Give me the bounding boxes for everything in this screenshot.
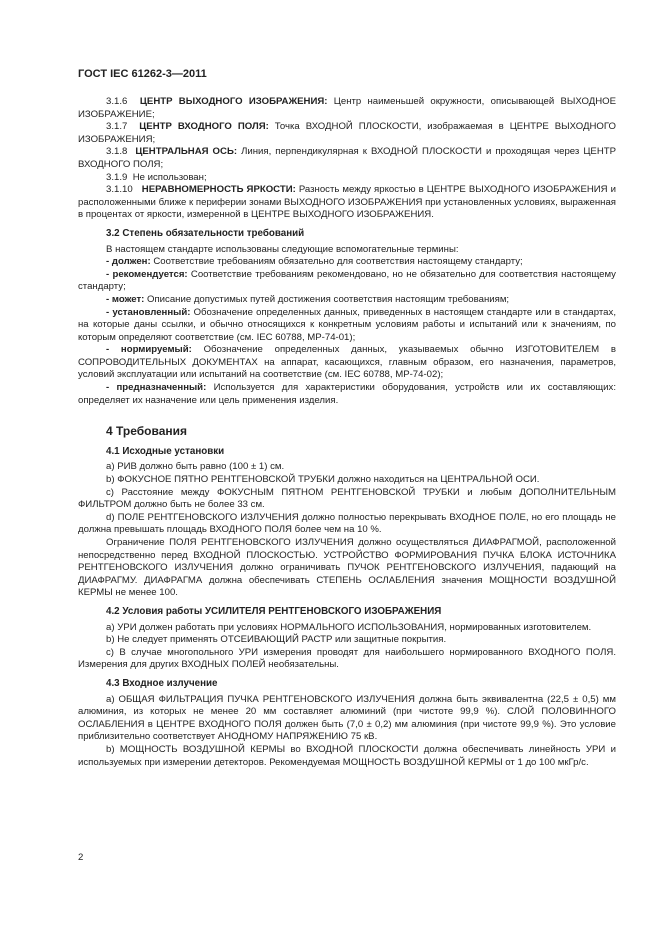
term-intended: - предназначенный: Используется для характеристики оборудования, устройств или их составляющих: определяет их назначение или цель применения изделия. <box>78 382 616 406</box>
definition-3-1-10: 3.1.10 НЕРАВНОМЕРНОСТЬ ЯРКОСТИ: Разность между яркостью в ЦЕНТРЕ ВЫХОДНОГО ИЗОБРАЖЕНИЯ и расположенными ближе к периферии зонами ВЫХОДНОГО ИЗОБРАЖЕНИЯ при установленных условиях, выраженная в процентах от яркости, измеренной в ЦЕНТРЕ ВЫХОДНОГО ИЗОБРАЖЕНИЯ. <box>78 184 616 221</box>
paragraph-4-2-b: b) Не следует применять ОТСЕИВАЮЩИЙ РАСТР или защитные покрытия. <box>106 634 447 646</box>
page-body <box>78 96 616 769</box>
definition-3-1-8: 3.1.8 ЦЕНТРАЛЬНАЯ ОСЬ: Линия, перпендикулярная к ВХОДНОЙ ПЛОСКОСТИ и проходящая через ЦЕНТР ВХОДНОГО ПОЛЯ; <box>78 146 617 170</box>
paragraph-4-1-diaphragm: Ограничение ПОЛЯ РЕНТГЕНОВСКОГО ИЗЛУЧЕНИЯ должно осуществляться ДИАФРАГМОЙ, расположенной непосредственно перед ВХОДНОЙ ПЛОСКОСТЬЮ. УСТРОЙСТВО ФОРМИРОВАНИЯ ПУЧКА БЛОКА ИСТОЧНИКА РЕНТГЕНОВСКОГО ИЗЛУЧЕНИЯ должно ограничивать ПУЧОК РЕНТГЕНОВСКОГО ИЗЛУЧЕНИЯ, падающий на ДИАФРАГМУ. ДИАФРАГМА должна обеспечивать СТЕПЕНЬ ОСЛАБЛЕНИЯ значения МОЩНОСТИ ВОЗДУШНОЙ КЕРМЫ не менее 100. <box>78 537 616 599</box>
section-4-1-heading: 4.1 Исходные установки <box>106 445 225 457</box>
term-specified: - установленный: Обозначение определенных данных, приведенных в настоящем стандарте или в стандартах, на которые даны ссылки, и обычно относящихся к конкретным условиям работы и испытаний или к значениям, по которым определяют соответствие (см. IEC 60788, MP-74-01); <box>78 306 616 343</box>
paragraph-4-3-b: b) МОЩНОСТЬ ВОЗДУШНОЙ КЕРМЫ во ВХОДНОЙ ПЛОСКОСТИ должна обеспечивать линейность УРИ и используемых при измерении детекторов. Рекомендуемая МОЩНОСТЬ ВОЗДУШНОЙ КЕРМЫ от 1 до 100 мкГр/с. <box>78 743 616 768</box>
page-number: 2 <box>78 852 84 863</box>
paragraph-4-1-a: a) РИВ должно быть равно (100 ± 1) см. <box>106 461 285 473</box>
term-recommended: - рекомендуется: Соответствие требованиям рекомендовано, но не обязательно для соответствия настоящему стандарту; <box>78 268 616 293</box>
paragraph-4-1-c: c) Расстояние между ФОКУСНЫМ ПЯТНОМ РЕНТГЕНОВСКОЙ ТРУБКИ и любым ДОПОЛНИТЕЛЬНЫМ ФИЛЬТРОМ должно быть не более 33 см. <box>78 486 616 511</box>
running-header: ГОСТ IEC 61262-3—2011 <box>78 68 207 80</box>
section-4-2-heading: 4.2 Условия работы УСИЛИТЕЛЯ РЕНТГЕНОВСКОГО ИЗОБРАЖЕНИЯ <box>106 605 442 617</box>
paragraph-4-2-c: c) В случае многопольного УРИ измерения проводят для наибольшего нормированного ВХОДНОГО ПОЛЯ. Измерения для других ВХОДНЫХ ПОЛЕЙ необязательны. <box>78 646 616 671</box>
term-may: - может: Описание допустимых путей достижения соответствия настоящим требованиям; <box>106 293 510 305</box>
section-3-2-heading: 3.2 Степень обязательности требований <box>106 227 305 239</box>
term-must: - должен: Соответствие требованиям обязательно для соответствия настоящему стандарту; <box>106 256 523 268</box>
definition-3-1-6: 3.1.6 ЦЕНТР ВЫХОДНОГО ИЗОБРАЖЕНИЯ: Центр наименьшей окружности, описывающей ВЫХОДНОЕ ИЗОБРАЖЕНИЕ; <box>78 96 616 120</box>
chapter-4-heading: 4 Требования <box>106 424 187 439</box>
paragraph-4-1-b: b) ФОКУСНОЕ ПЯТНО РЕНТГЕНОВСКОЙ ТРУБКИ должно находиться на ЦЕНТРАЛЬНОЙ ОСИ. <box>106 474 540 486</box>
term-normalized: - нормируемый: Обозначение определенных данных, указываемых обычно ИЗГОТОВИТЕЛЕМ в СОПРОВОДИТЕЛЬНЫХ ДОКУМЕНТАХ на аппарат, касающихся, главным образом, его назначения, параметров, условий эксплуатации или испытаний на соответствие (см. IEC 60788, MP-74-02); <box>78 344 616 381</box>
paragraph-4-2-a: a) УРИ должен работать при условиях НОРМАЛЬНОГО ИСПОЛЬЗОВАНИЯ, нормированных изготовителем. <box>106 621 592 633</box>
paragraph-4-3-a: a) ОБЩАЯ ФИЛЬТРАЦИЯ ПУЧКА РЕНТГЕНОВСКОГО ИЗЛУЧЕНИЯ должна быть эквивалентна (22,5 ± 0,5) мм алюминия, из которых не менее 20 мм составляет алюминий (при чистоте 99,9 %). СЛОЙ ПОЛОВИННОГО ОСЛАБЛЕНИЯ в ЦЕНТРЕ ВХОДНОГО ПОЛЯ должен быть (7,0 ± 0,2) мм алюминия (при чистоте 99,9 %). Это условие приблизительно соответствует АНОДНОМУ НАПРЯЖЕНИЮ 75 кВ. <box>78 693 616 743</box>
definition-3-1-7: 3.1.7 ЦЕНТР ВХОДНОГО ПОЛЯ: Точка ВХОДНОЙ ПЛОСКОСТИ, изображаемая в ЦЕНТРЕ ВЫХОДНОГО ИЗОБРАЖЕНИЯ; <box>78 121 616 145</box>
section-4-3-heading: 4.3 Входное излучение <box>106 677 218 689</box>
definition-3-1-9: 3.1.9 Не использован; <box>106 171 207 183</box>
section-3-2-intro: В настоящем стандарте использованы следующие вспомогательные термины: <box>106 243 459 255</box>
paragraph-4-1-d: d) ПОЛЕ РЕНТГЕНОВСКОГО ИЗЛУЧЕНИЯ должно полностью перекрывать ВХОДНОЕ ПОЛЕ, но его площадь не должна превышать площадь ВХОДНОГО ПОЛЯ более чем на 10 %. <box>78 511 616 536</box>
